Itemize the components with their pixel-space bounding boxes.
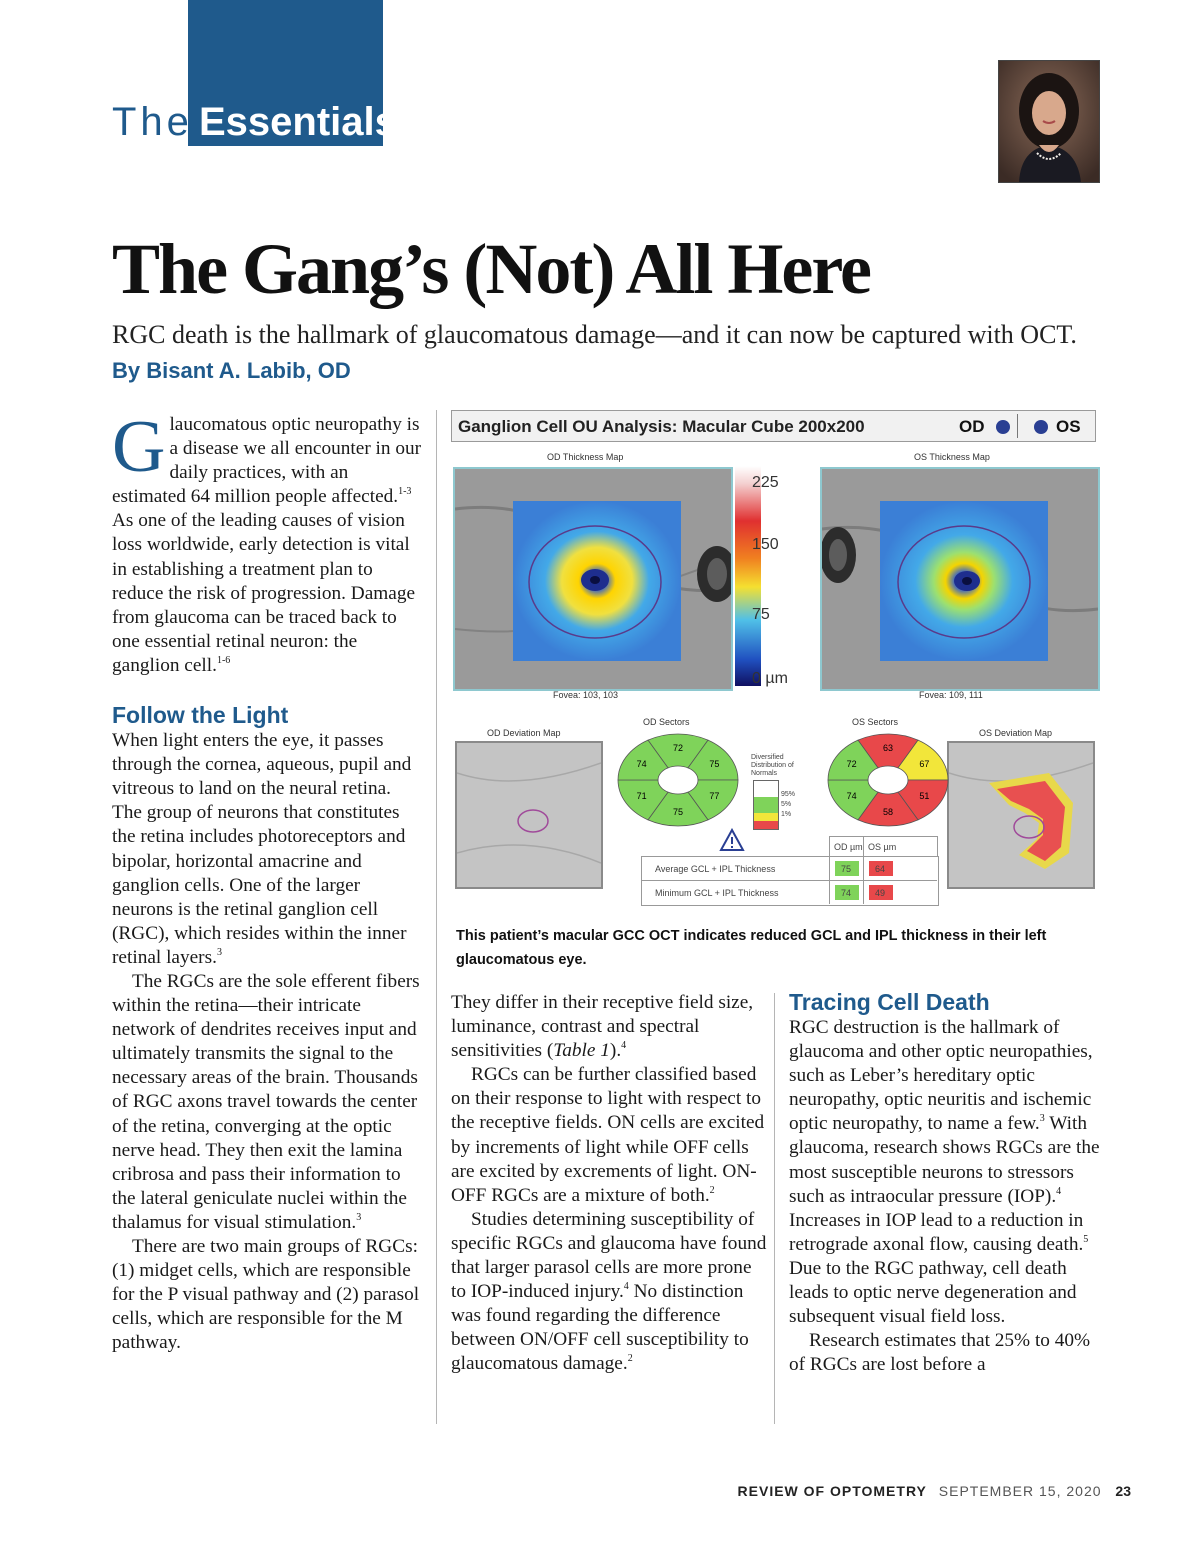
citation: 4 <box>621 1040 627 1052</box>
citation: 2 <box>627 1353 633 1365</box>
byline: By Bisant A. Labib, OD <box>112 358 351 383</box>
od-fovea: Fovea: 103, 103 <box>553 690 619 700</box>
citation: 5 <box>1083 1233 1089 1245</box>
scale-tick: 150 <box>752 536 779 553</box>
figure-header <box>451 410 1096 442</box>
od-sector-chart <box>613 730 743 830</box>
metrics-table <box>641 836 939 906</box>
table-header-os: OS µm <box>868 842 897 852</box>
publication-name: REVIEW OF OPTOMETRY <box>737 1483 927 1499</box>
paragraph <box>451 991 767 1063</box>
paragraph <box>451 1063 767 1208</box>
column-3 <box>789 988 1101 1377</box>
os-dot-icon <box>1034 420 1048 434</box>
text-run: They differ in their receptive field size, luminance, contrast and spectral sensitivities ( <box>451 992 754 1062</box>
oct-figure <box>449 404 1099 914</box>
page-number: 23 <box>1115 1483 1131 1499</box>
paragraph: There are two main groups of RGCs: (1) midget cells, which are responsible for the P visual pathway and (2) parasol cells, which are responsible for the M pathway. <box>112 1236 420 1354</box>
legend-level: 5% <box>781 801 792 808</box>
text-run: When light enters the eye, it passes through the cornea, aqueous, pupil and vitreous to land on the neural retina. The group of neurons that constitutes the retina includes photoreceptors and bipolar, horizontal amacrine and ganglion cells. One of the larger neurons is the retinal ganglion cell (RGC), which resides within the inner retinal layers. <box>112 730 412 968</box>
section-heading: Follow the Light <box>112 702 289 729</box>
citation: 1-6 <box>216 654 231 666</box>
text-run: RGCs can be further classified based on their response to light with respect to the receptive fields. ON cells are excited by increments of light while OFF cells are excited by excrements of light. ON-OFF RGCs are a mixture of both. <box>451 1064 765 1206</box>
od-thickness-map <box>453 467 733 691</box>
legend <box>753 780 779 830</box>
os-thickness-map-label: OS Thickness Map <box>914 452 990 462</box>
sector-value: 72 <box>846 759 857 769</box>
text-run: No distinction was found regarding the difference between ON/OFF cell susceptibility to glaucomatous damage. <box>451 1281 749 1375</box>
figure-title: Ganglion Cell OU Analysis: Macular Cube 200x200 <box>458 417 865 436</box>
citation: 3 <box>216 946 222 958</box>
sector-value: 74 <box>846 791 857 801</box>
text-run: RGC destruction is the hallmark of glaucoma and other optic neuropathies, such as Leber’s hereditary optic neuropathy, optic neuritis and ischemic optic neuropathy, to name a few. <box>789 1017 1093 1135</box>
article-subtitle <box>112 317 1102 388</box>
citation: 4 <box>623 1281 629 1293</box>
section-prefix: The <box>112 100 193 144</box>
text-run: ). <box>609 1040 622 1062</box>
od-deviation-map <box>455 741 603 889</box>
legend-title: Diversified Distribution of Normals <box>751 754 794 777</box>
sector-value: 74 <box>636 759 647 769</box>
citation: 1-3 <box>398 486 412 498</box>
sector-value: 58 <box>882 807 894 817</box>
citation: 4 <box>1056 1185 1062 1197</box>
table-cell-od: 74 <box>841 888 852 898</box>
subtitle-text: RGC death is the hallmark of glaucomatous damage—and it can now be captured with OCT. <box>112 320 1077 349</box>
od-label: OD <box>959 417 985 436</box>
sector-value: 51 <box>919 791 930 801</box>
scale-tick: 225 <box>752 474 779 491</box>
os-deviation-map-label: OS Deviation Map <box>979 728 1053 738</box>
drop-cap: G <box>112 406 166 488</box>
text-run: laucomatous optic neuropathy is a disease we all encounter in our daily practices, with an estimated 64 million people affected. <box>112 414 422 508</box>
od-deviation-map-label: OD Deviation Map <box>487 728 561 738</box>
text-run: Studies determining susceptibility of specific RGCs and glaucoma have found that larger parasol cells are more prone to IOP-induced injury. <box>451 1208 767 1303</box>
sector-value: 67 <box>919 759 930 769</box>
citation: 3 <box>356 1211 362 1223</box>
table-header-od: OD µm <box>834 842 863 852</box>
scale-tick: 0 µm <box>752 670 788 687</box>
table-cell-od: 75 <box>841 864 852 874</box>
sector-value: 75 <box>672 807 684 817</box>
thickness-scale <box>735 466 761 686</box>
od-dot-icon <box>996 420 1010 434</box>
table-row-label: Minimum GCL + IPL Thickness <box>655 888 779 898</box>
paragraph <box>112 970 424 1235</box>
os-deviation-map <box>947 741 1095 889</box>
author-photo <box>998 60 1100 183</box>
paragraph <box>451 1208 767 1377</box>
table-reference: Table 1 <box>553 1040 610 1062</box>
legend-level: 1% <box>781 811 792 818</box>
page-footer <box>738 1483 1131 1499</box>
sector-value: 71 <box>636 791 647 801</box>
column-rule <box>774 993 775 1424</box>
text-run: The RGCs are the sole efferent fibers within the retina—their intricate network of dendrites receives input and ultimately transmits the signal to the necessary areas of the brain. Thousands of RGC axons travel towards the center of the retina, converging at the optic nerve head. They then exit the lamina cribrosa and pass their information to the lateral geniculate nuclei within the thalamus for visual stimulation. <box>112 970 420 1233</box>
section-name: Essentials <box>199 100 397 144</box>
column-rule <box>436 410 437 1424</box>
figure-caption: This patient’s macular GCC OCT indicates reduced GCL and IPL thickness in their left glaucomatous eye. <box>456 928 1047 968</box>
issue-date: SEPTEMBER 15, 2020 <box>938 1483 1102 1499</box>
text-run: Due to the RGC pathway, cell death leads to optic nerve degeneration and subsequent visual field loss. <box>789 1257 1077 1328</box>
divider <box>1017 414 1018 438</box>
sector-value: 63 <box>882 743 894 753</box>
os-label: OS <box>1056 417 1081 436</box>
os-fovea: Fovea: 109, 111 <box>919 690 983 700</box>
column-2 <box>451 991 767 1377</box>
od-sectors-label: OD Sectors <box>643 717 690 727</box>
table-row-label: Average GCL + IPL Thickness <box>655 864 776 874</box>
column-1 <box>112 406 424 1355</box>
table-cell-os: 49 <box>875 888 886 898</box>
paragraph <box>789 1016 1101 1329</box>
sector-value: 75 <box>709 759 720 769</box>
article-title: The Gang’s (Not) All Here <box>112 229 870 309</box>
os-sector-chart <box>823 730 953 830</box>
paragraph <box>112 406 424 678</box>
os-sectors-label: OS Sectors <box>852 717 899 727</box>
os-thickness-map <box>820 467 1100 691</box>
sector-value: 72 <box>672 743 684 753</box>
legend-level: 95% <box>781 791 796 798</box>
section-heading: Tracing Cell Death <box>789 989 990 1015</box>
table-cell-os: 64 <box>875 864 886 874</box>
citation: 3 <box>1039 1113 1045 1125</box>
paragraph: Research estimates that 25% to 40% of RGCs are lost before a <box>789 1330 1091 1376</box>
text-run: Increases in IOP lead to a reduction in retrograde axonal flow, causing death. <box>789 1209 1084 1255</box>
paragraph <box>112 729 424 970</box>
sector-value: 77 <box>709 791 720 801</box>
scale-tick: 75 <box>752 606 770 623</box>
od-thickness-map-label: OD Thickness Map <box>547 452 624 462</box>
text-run: With glaucoma, research shows RGCs are the most susceptible neurons to stressors such as intraocular pressure (IOP). <box>789 1113 1100 1207</box>
citation: 2 <box>709 1184 715 1196</box>
text-run: As one of the leading causes of vision loss worldwide, early detection is vital in establishing a treatment plan to reduce the risk of progression. Damage from glaucoma can be traced back to one essential retinal neuron: the ganglion cell. <box>112 510 416 676</box>
